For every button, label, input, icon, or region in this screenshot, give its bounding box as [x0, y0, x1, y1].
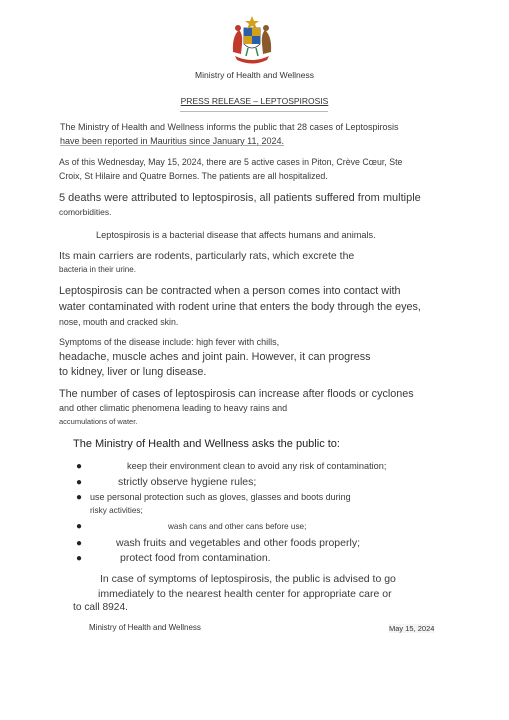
paragraph-floods-line-3: accumulations of water. — [59, 417, 138, 426]
paragraph-symptoms-line-1: Symptoms of the disease include: high fever with chills, — [59, 337, 280, 347]
closing-advice-line-3: to call 8924. — [73, 602, 128, 613]
paragraph-deaths-line-2: comorbidities. — [59, 207, 112, 217]
paragraph-floods-line-2: and other climatic phenomena leading to heavy rains and — [59, 403, 288, 413]
paragraph-cases-line-2: have been reported in Mauritius since January 11, 2024. — [60, 136, 284, 146]
list-item-protection-line-1: use personal protection such as gloves, glasses and boots during — [90, 492, 351, 502]
public-request-heading: The Ministry of Health and Wellness asks the public to: — [73, 438, 340, 450]
paragraph-definition: Leptospirosis is a bacterial disease that affects humans and animals. — [96, 230, 376, 240]
paragraph-floods-line-1: The number of cases of leptospirosis can increase after floods or cyclones — [59, 388, 414, 400]
bullet-icon: ● — [76, 521, 83, 532]
closing-advice-line-1: In case of symptoms of leptospirosis, the public is advised to go — [100, 573, 396, 585]
paragraph-active-line-1: As of this Wednesday, May 15, 2024, there are 5 active cases in Piton, Crève Cœur, Ste — [59, 157, 403, 167]
bullet-icon: ● — [76, 492, 83, 503]
paragraph-active-line-2: Croix, St Hilaire and Quatre Bornes. The patients are all hospitalized. — [59, 171, 328, 181]
list-item-wash-food: wash fruits and vegetables and other foods properly; — [116, 537, 360, 549]
title-divider — [180, 111, 328, 112]
closing-advice-line-2: immediately to the nearest health center for appropriate care or — [98, 588, 392, 600]
footer-ministry: Ministry of Health and Wellness — [89, 623, 201, 632]
paragraph-transmission-line-2: water contaminated with rodent urine that enters the body through the eyes, — [59, 301, 421, 313]
paragraph-carriers-line-2: bacteria in their urine. — [59, 265, 136, 274]
paragraph-cases-line-1: The Ministry of Health and Wellness informs the public that 28 cases of Leptospirosis — [60, 122, 399, 132]
press-release-title: PRESS RELEASE – LEPTOSPIROSIS — [180, 96, 329, 106]
paragraph-symptoms-line-3: to kidney, liver or lung disease. — [59, 366, 207, 378]
bullet-icon: ● — [76, 538, 83, 549]
list-item-protect-food: protect food from contamination. — [120, 552, 271, 564]
paragraph-carriers-line-1: Its main carriers are rodents, particularly rats, which excrete the — [59, 250, 355, 262]
coat-of-arms-icon — [229, 14, 275, 64]
paragraph-transmission-line-1: Leptospirosis can be contracted when a person comes into contact with — [59, 285, 401, 297]
list-item-wash-cans: wash cans and other cans before use; — [168, 522, 307, 531]
footer-date: May 15, 2024 — [389, 624, 435, 633]
list-item-protection-line-2: risky activities; — [90, 506, 143, 515]
list-item-hygiene: strictly observe hygiene rules; — [118, 476, 257, 488]
bullet-icon: ● — [76, 553, 83, 564]
paragraph-deaths-line-1: 5 deaths were attributed to leptospirosis, all patients suffered from multiple — [59, 192, 421, 204]
list-item-clean-environment: keep their environment clean to avoid any risk of contamination; — [127, 461, 387, 471]
paragraph-symptoms-line-2: headache, muscle aches and joint pain. However, it can progress — [59, 351, 371, 363]
paragraph-transmission-line-3: nose, mouth and cracked skin. — [59, 317, 179, 327]
bullet-icon: ● — [76, 461, 83, 472]
ministry-header: Ministry of Health and Wellness — [195, 70, 314, 80]
bullet-icon: ● — [76, 477, 83, 488]
